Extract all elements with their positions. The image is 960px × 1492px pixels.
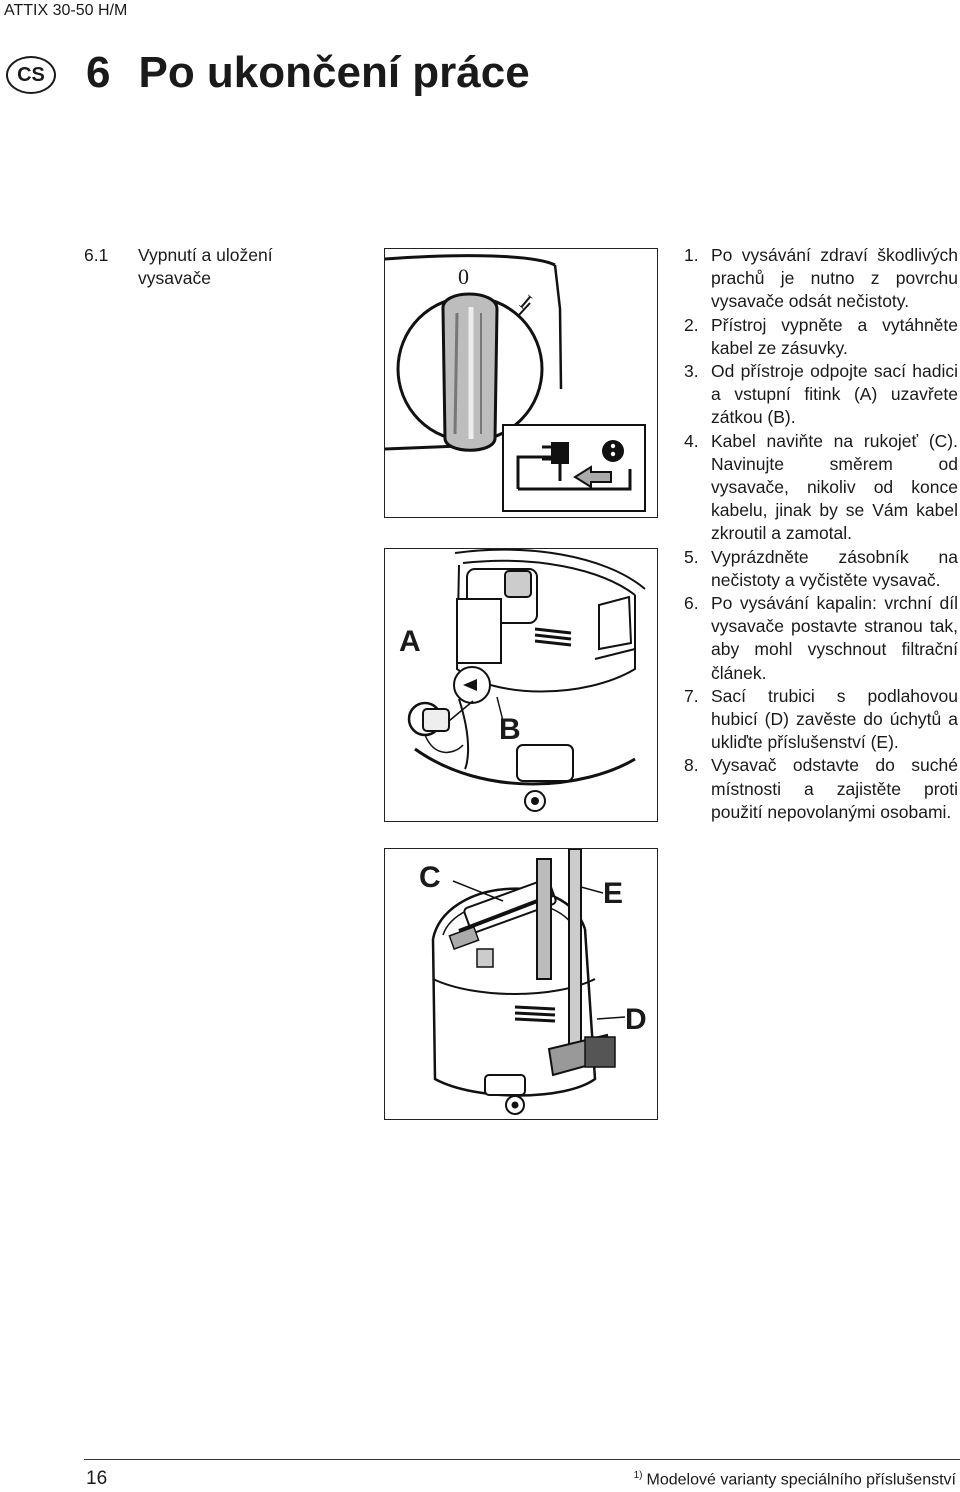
callout-label-e: E	[603, 877, 624, 910]
list-item	[684, 360, 958, 430]
chapter-title-text: Po ukončení práce	[138, 48, 530, 97]
step-text: Přístroj vypněte a vytáhněte kabel ze zásuvky.	[711, 314, 958, 358]
step-number: 7.	[684, 685, 699, 706]
section-number: 6.1	[84, 245, 109, 265]
callout-label-c: C	[419, 861, 441, 894]
footnote	[634, 1470, 956, 1489]
list-item	[684, 592, 958, 685]
step-number: 6.	[684, 593, 699, 614]
step-number: 4.	[684, 430, 699, 451]
header-model-name: ATTIX 30-50 H/M	[4, 2, 128, 19]
figure-power-switch	[384, 248, 658, 518]
callout-label-a: A	[399, 625, 421, 658]
footer-divider	[84, 1459, 960, 1460]
step-number: 8.	[684, 755, 699, 776]
page-number: 16	[86, 1468, 108, 1489]
footnote-text: Modelové varianty speciálního příslušenství	[646, 1471, 956, 1489]
list-item	[684, 546, 958, 592]
list-item	[684, 754, 958, 824]
list-item	[684, 314, 958, 360]
figure-inlet-plug	[384, 548, 658, 822]
step-text: Od přístroje odpojte sací hadici a vstupní fitink (A) uzavřete zátkou (B).	[711, 361, 958, 428]
callout-label-b: B	[499, 713, 521, 746]
list-item	[684, 685, 958, 755]
instruction-steps-list	[684, 244, 958, 824]
step-number: 1.	[684, 245, 699, 265]
dial-label-one: I	[515, 289, 537, 314]
dial-label-zero: 0	[458, 264, 469, 289]
chapter-title	[86, 48, 530, 98]
step-number: 5.	[684, 546, 699, 567]
step-text: Vyprázdněte zásobník na nečistoty a vyčistěte vysavač.	[711, 546, 958, 590]
step-number: 3.	[684, 361, 699, 382]
footnote-mark: 1)	[633, 1470, 643, 1481]
step-text: Sací trubici s podlahovou hubicí (D) zavěste do úchytů a ukliďte příslušenství (E).	[711, 685, 958, 753]
chapter-number: 6	[86, 48, 111, 97]
section-title: Vypnutí a uložení vysavače	[138, 245, 273, 288]
step-number: 2.	[684, 314, 699, 335]
language-badge: CS	[6, 56, 56, 94]
power-switch-illustration	[385, 249, 658, 518]
step-text: Vysavač odstavte do suché místnosti a zajistěte proti použití nepovolanými osobami.	[711, 755, 958, 822]
step-text: Po vysávání zdraví škodlivých prachů je nutno z povrchu vysavače odsát nečistoty.	[711, 245, 958, 312]
callout-label-d: D	[625, 1003, 647, 1036]
step-text: Kabel naviňte na rukojeť (C). Navinujte směrem od vysavače, nikoliv od konce kabelu, jinak by se Vám kabel zkroutil a zamotal.	[711, 430, 958, 544]
step-text: Po vysávání kapalin: vrchní díl vysavače postavte stranou tak, aby mohl vyschnout filtrační článek.	[711, 593, 958, 683]
figure-storage	[384, 848, 658, 1120]
list-item	[684, 430, 958, 546]
list-item	[684, 244, 958, 314]
vacuum-inlet-illustration	[385, 549, 658, 822]
